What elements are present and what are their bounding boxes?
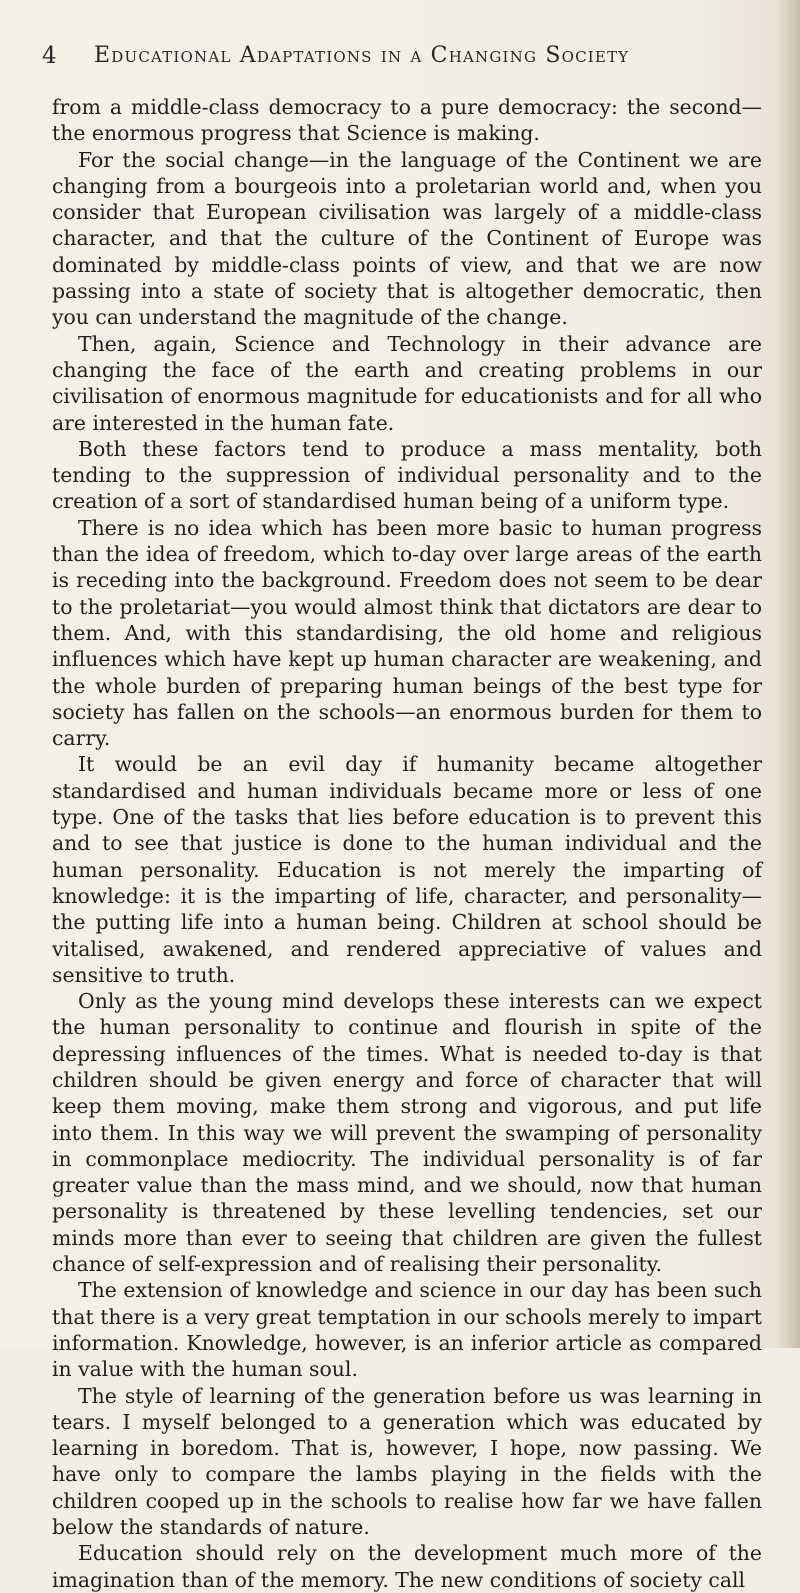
paragraph-3: Then, again, Science and Technology in their advance are changing the face of the earth and creating problems in our civilisation of enormous magnitude for educationists and for all who are interested in the human fate. bbox=[52, 331, 762, 435]
paragraph-8: The extension of knowledge and science in our day has been such that there is a very great temptation in our schools merely to impart information. Knowledge, however, is an inferior article as compared in value with the human soul. bbox=[52, 1278, 762, 1382]
paragraph-5: There is no idea which has been more basic to human progress than the idea of freedom, which to-day over large areas of the earth is receding into the background. Freedom does not seem to be dear to the proletariat—you would almost think that dictators are dear to them. And, with this standardising, the old home and religious influences which have kept up human character are weakening, and the whole burden of preparing human beings of the best type for society has fallen on the schools—an enormous burden for them to carry. bbox=[52, 515, 762, 751]
paragraph-9: The style of learning of the generation before us was learning in tears. I myself belonged to a generation which was educated by learning in boredom. That is, however, I hope, now passing. We have only to compare the lambs playing in the fields with the children cooped up in the schools to realise how far we have fallen below the standards of nature. bbox=[52, 1383, 762, 1540]
paragraph-1: from a middle-class democracy to a pure democracy: the second—the enormous progress that Science is making. bbox=[52, 95, 762, 146]
page-number: 4 bbox=[42, 43, 57, 69]
page-edge-shadow bbox=[778, 0, 800, 1348]
running-head-title: Educational Adaptations in a Changing Society bbox=[94, 43, 630, 68]
paragraph-7: Only as the young mind develops these interests can we expect the human personality to continue and flourish in spite of the depressing influences of the times. What is needed to-day is that children should be given energy and force of character that will keep them moving, make them strong and vigorous, and put life into them. In this way we will prevent the swamping of personality in commonplace mediocrity. The individual personality is of far greater value than the mass mind, and we should, now that human personality is threatened by these levelling tendencies, set our minds more than ever to seeing that children are given the fullest chance of self-expression and of realising their personality. bbox=[52, 989, 762, 1277]
paragraph-6: It would be an evil day if humanity became altogether standardised and human individuals became more or less of one type. One of the tasks that lies before education is to prevent this and to see that justice is done to the human individual and the human personality. Education is not merely the imparting of knowledge: it is the imparting of life, character, and personality—the putting life into a human being. Children at school should be vitalised, awakened, and rendered appreciative of values and sensitive to truth. bbox=[52, 752, 762, 987]
body-text bbox=[52, 94, 762, 1593]
paragraph-10: Education should rely on the development much more of the imagination than of the memory. The new conditions of society call bbox=[52, 1541, 762, 1592]
paragraph-4: Both these factors tend to produce a mass mentality, both tending to the suppression of individual personality and to the creation of a sort of standardised human being of a uniform type. bbox=[52, 436, 762, 514]
paragraph-2: For the social change—in the language of the Continent we are changing from a bourgeois into a proletarian world and, when you consider that European civilisation was largely of a middle-class character, and that the culture of the Continent of Europe was dominated by middle-class points of view, and that we are now passing into a state of society that is altogether democratic, then you can understand the magnitude of the change. bbox=[52, 147, 762, 330]
